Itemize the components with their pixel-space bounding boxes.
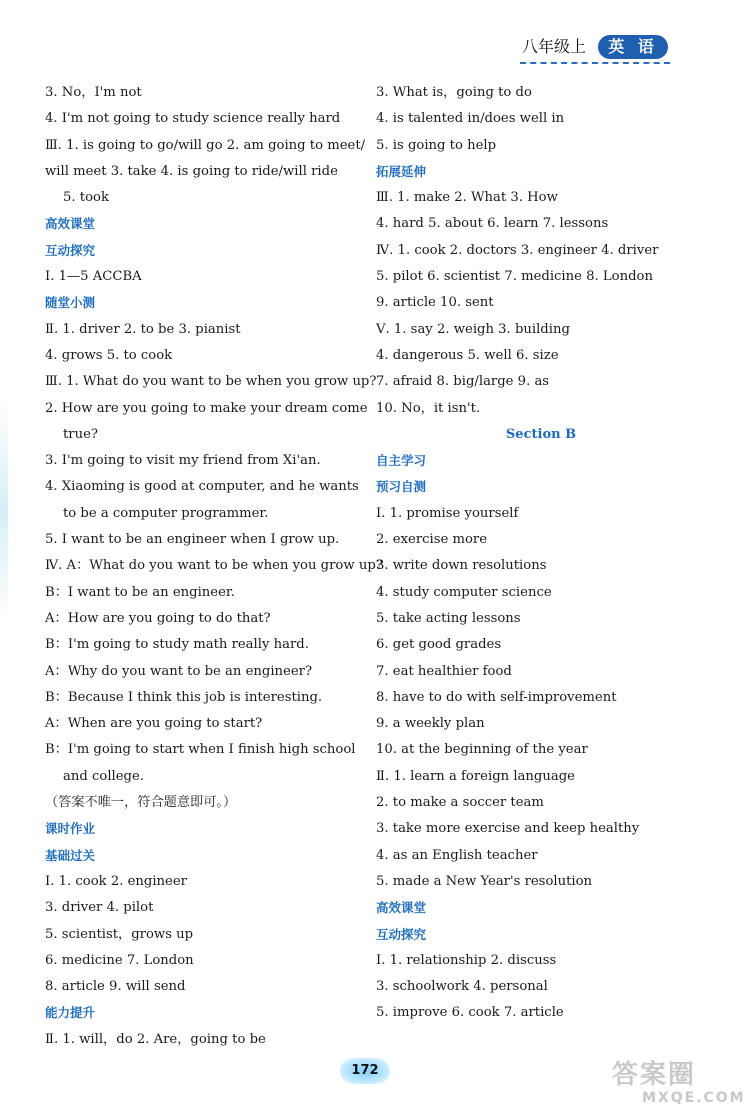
section-heading: 拓展延伸 — [376, 163, 427, 179]
page-edge-decoration — [0, 400, 8, 620]
section-heading: 基础过关 — [45, 847, 96, 863]
answer-line: 2. How are you going to make your dream come — [45, 400, 368, 416]
answer-line: 6. medicine 7. London — [45, 952, 194, 968]
answer-line: 2. exercise more — [376, 532, 488, 548]
answer-line: （答案不唯一，符合题意即可。） — [45, 795, 237, 811]
watermark-text: 答案圈 — [612, 1060, 697, 1090]
answer-line: and college. — [63, 768, 144, 784]
answer-line: 10. at the beginning of the year — [376, 742, 588, 758]
answer-line: Ⅰ. 1. cook 2. engineer — [45, 873, 187, 889]
page-header — [0, 0, 750, 72]
answer-line: 4. dangerous 5. well 6. size — [376, 347, 559, 363]
watermark-logo — [612, 1060, 746, 1108]
section-heading: 能力提升 — [45, 1005, 96, 1021]
answer-line: Ⅰ. 1. promise yourself — [376, 505, 519, 521]
answer-line: 5. scientist，grows up — [45, 926, 194, 942]
answer-line: A：When are you going to start? — [45, 716, 263, 732]
answer-line: 3. driver 4. pilot — [45, 900, 154, 916]
answer-line: 4. grows 5. to cook — [45, 347, 173, 363]
answer-line: 3. take more exercise and keep healthy — [376, 821, 640, 837]
answer-line: 3. write down resolutions — [376, 558, 547, 574]
answer-line: Ⅳ. 1. cook 2. doctors 3. engineer 4. driver — [376, 242, 659, 258]
section-heading: 自主学习 — [376, 453, 427, 469]
answer-line: 10. No，it isn't. — [376, 400, 481, 416]
subject-badge: 英 语 — [598, 35, 668, 59]
answer-line: 5. I want to be an engineer when I grow up. — [45, 532, 340, 548]
answer-line: 4. study computer science — [376, 584, 552, 600]
answer-line: 3. No，I'm not — [45, 85, 142, 100]
answer-line: will meet 3. take 4. is going to ride/will ride — [45, 163, 338, 179]
answer-line: 4. hard 5. about 6. learn 7. lessons — [376, 216, 609, 232]
section-heading: 课时作业 — [45, 821, 96, 837]
answer-line: 3. schoolwork 4. personal — [376, 979, 548, 995]
right-answer-column — [376, 80, 706, 1027]
answer-line: 3. What is，going to do — [376, 85, 532, 100]
answer-line: Ⅱ. 1. learn a foreign language — [376, 768, 575, 784]
answer-line: A：Why do you want to be an engineer? — [45, 663, 313, 679]
answer-line: 6. get good grades — [376, 637, 502, 653]
header-divider — [520, 62, 670, 64]
section-heading: 预习自测 — [376, 479, 427, 495]
answer-line: Ⅰ. 1—5 ACCBA — [45, 269, 142, 285]
answer-line: true? — [63, 426, 98, 442]
page-number: 172 — [340, 1058, 390, 1084]
answer-line: Ⅰ. 1. relationship 2. discuss — [376, 952, 557, 968]
answer-line: 3. I'm going to visit my friend from Xi'an. — [45, 453, 321, 469]
answer-line: 8. article 9. will send — [45, 979, 186, 995]
answer-line: Ⅴ. 1. say 2. weigh 3. building — [376, 321, 570, 337]
answer-line: Ⅲ. 1. make 2. What 3. How — [376, 190, 558, 206]
answer-line: 9. article 10. sent — [376, 295, 494, 311]
answer-line: 2. to make a soccer team — [376, 795, 544, 811]
answer-line: A：How are you going to do that? — [45, 610, 271, 626]
answer-line: 9. a weekly plan — [376, 716, 485, 732]
watermark-url: MXQE.COM — [642, 1090, 746, 1106]
answer-line: Ⅱ. 1. driver 2. to be 3. pianist — [45, 321, 241, 337]
answer-line: 4. is talented in/does well in — [376, 111, 565, 127]
section-heading: 随堂小测 — [45, 295, 96, 311]
answer-line: B：I'm going to study math really hard. — [45, 637, 309, 653]
answer-line: to be a computer programmer. — [63, 505, 269, 521]
section-heading: 互动探究 — [376, 926, 427, 942]
answer-line: 5. made a New Year's resolution — [376, 873, 593, 889]
answer-line: Ⅲ. 1. is going to go/will go 2. am going to meet/ — [45, 137, 366, 153]
section-heading: 高效课堂 — [45, 216, 96, 232]
answer-line: 8. have to do with self-improvement — [376, 689, 617, 705]
grade-label: 八年级上 — [522, 37, 587, 56]
answer-line: 7. afraid 8. big/large 9. as — [376, 374, 550, 390]
answer-line: B：I'm going to start when I finish high school — [45, 742, 356, 758]
answer-line: 5. improve 6. cook 7. article — [376, 1005, 564, 1021]
left-answer-column — [45, 80, 383, 1053]
answer-line: 5. took — [63, 190, 109, 206]
section-heading: 高效课堂 — [376, 900, 427, 916]
answer-line: 5. pilot 6. scientist 7. medicine 8. London — [376, 269, 653, 285]
answer-line: 4. as an English teacher — [376, 847, 538, 863]
answer-line: 4. Xiaoming is good at computer, and he wants — [45, 479, 359, 495]
answer-line: Ⅳ. A：What do you want to be when you grow up? — [45, 558, 383, 574]
answer-line: B：I want to be an engineer. — [45, 584, 235, 600]
section-heading: 互动探究 — [45, 242, 96, 258]
answer-line: Ⅱ. 1. will，do 2. Are，going to be — [45, 1031, 266, 1047]
answer-line: 4. I'm not going to study science really hard — [45, 111, 341, 127]
answer-line: Ⅲ. 1. What do you want to be when you grow up? — [45, 374, 377, 390]
section-title: Section B — [505, 426, 577, 442]
answer-line: B：Because I think this job is interesting. — [45, 689, 323, 705]
answer-line: 5. is going to help — [376, 137, 497, 153]
answer-line: 5. take acting lessons — [376, 610, 521, 626]
answer-line: 7. eat healthier food — [376, 663, 512, 679]
